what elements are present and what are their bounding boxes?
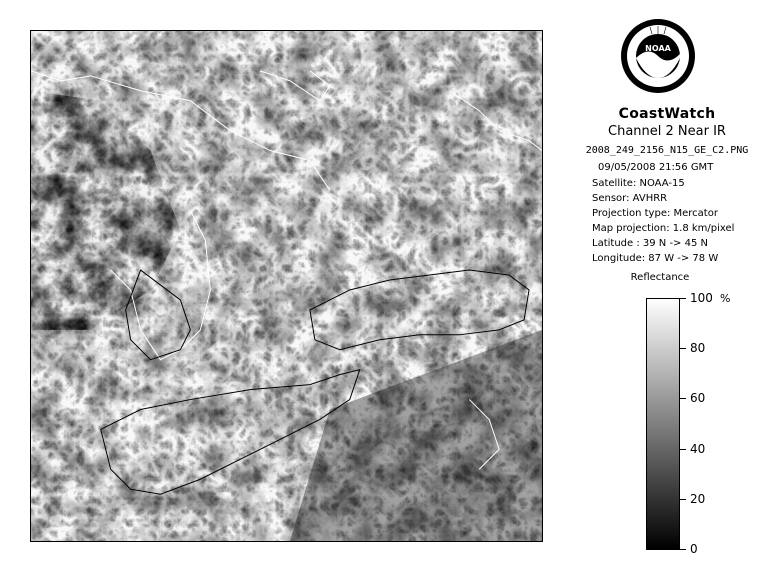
colorbar-tick-label: 20	[690, 491, 706, 506]
product-sensor: Sensor: AVHRR	[592, 193, 668, 204]
product-longitude: Longitude: 87 W -> 78 W	[592, 253, 719, 264]
product-latitude: Latitude : 39 N -> 45 N	[592, 238, 708, 249]
colorbar-tick-label: 0	[690, 542, 698, 556]
colorbar-tick	[680, 298, 686, 299]
colorbar-tick	[680, 449, 686, 450]
product-filename: 2008_249_2156_N15_GE_C2.PNG	[585, 145, 749, 156]
product-satellite: Satellite: NOAA-15	[592, 178, 685, 189]
colorbar-tick-label: 60	[690, 391, 706, 406]
satellite-image	[30, 30, 543, 542]
product-projection-type: Projection type: Mercator	[592, 208, 718, 219]
product-map-projection: Map projection: 1.8 km/pixel	[592, 223, 735, 234]
colorbar-tick-label: 40	[690, 441, 706, 456]
logo-center-text: NOAA	[645, 44, 671, 53]
satellite-image-svg	[31, 31, 542, 541]
colorbar-tick	[680, 549, 686, 550]
colorbar-tick	[680, 499, 686, 500]
colorbar-label: Reflectance	[630, 272, 690, 283]
product-title: CoastWatch	[618, 106, 716, 122]
noaa-logo-icon	[620, 18, 696, 94]
product-subtitle: Channel 2 Near IR	[608, 124, 726, 139]
colorbar-tick	[680, 348, 686, 349]
colorbar-unit: %	[720, 292, 731, 305]
product-datetime: 09/05/2008 21:56 GMT	[598, 162, 714, 173]
colorbar-tick-label: 80	[690, 341, 706, 356]
colorbar-tick-label: 100	[690, 291, 713, 305]
colorbar-tick	[680, 398, 686, 399]
colorbar	[646, 298, 680, 550]
noaa-logo	[620, 18, 696, 94]
